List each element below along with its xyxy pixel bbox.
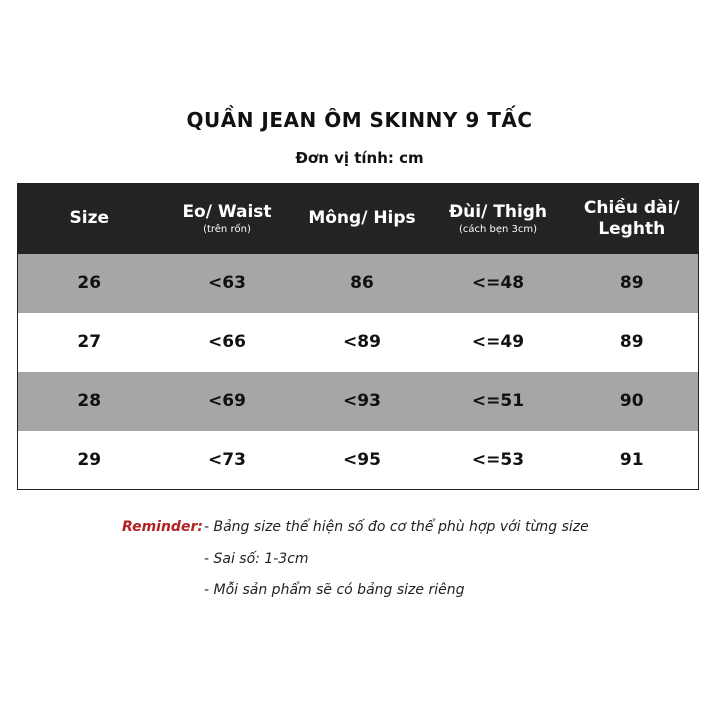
cell-thigh: <=53 [471,449,525,470]
cell-hips: <95 [343,449,381,470]
cell-size: 26 [77,273,102,293]
header-hips-label: Mông/ Hips [308,208,416,229]
cell-thigh: <=51 [471,391,525,411]
note-text: - Sai số: 1-3cm [204,550,309,567]
unit-subtitle: Đơn vị tính: cm [295,149,424,167]
cell-size: 27 [77,332,102,352]
header-hips [294,184,431,254]
header-waist-label: Eo/ Waist [182,201,272,222]
size-table [17,183,699,490]
cell-waist: <63 [208,273,246,293]
header-size-label: Size [69,208,109,229]
cell-waist: <73 [208,449,246,470]
reminder-notes [122,519,589,614]
cell-length: 89 [619,332,644,352]
note-row [122,551,589,583]
cell-waist: <66 [208,332,246,352]
table-row [18,254,699,313]
table-header-row [18,184,699,254]
header-length-label: Chiều dài/ Leghth [583,197,680,239]
header-waist [161,184,294,254]
note-row [122,519,589,551]
header-waist-note: (trên rốn) [203,223,251,235]
page-title: QUẦN JEAN ÔM SKINNY 9 TẤC [186,108,533,132]
header-thigh-note: (cách bẹn 3cm) [458,223,538,235]
header-size [18,184,161,254]
cell-waist: <69 [208,391,246,411]
cell-hips: <89 [343,332,381,352]
cell-thigh: <=49 [471,332,525,352]
table-row [18,431,699,490]
cell-length: 89 [619,273,644,293]
note-text: - Mỗi sản phẩm sẽ có bảng size riêng [204,582,465,598]
cell-size: 28 [77,391,102,411]
table-row [18,372,699,431]
header-thigh-label: Đùi/ Thigh [448,201,548,222]
cell-hips: 86 [350,273,374,293]
cell-length: 90 [619,391,644,411]
cell-length: 91 [619,449,644,470]
reminder-label: Reminder: [122,519,203,535]
note-text: - Bảng size thể hiện số đo cơ thể phù hợp với từng size [204,519,589,535]
cell-hips: <93 [343,391,381,411]
table-row [18,313,699,372]
cell-size: 29 [77,449,102,470]
header-thigh [431,184,566,254]
cell-thigh: <=48 [471,273,525,293]
header-length [566,184,699,254]
note-row [122,582,589,614]
